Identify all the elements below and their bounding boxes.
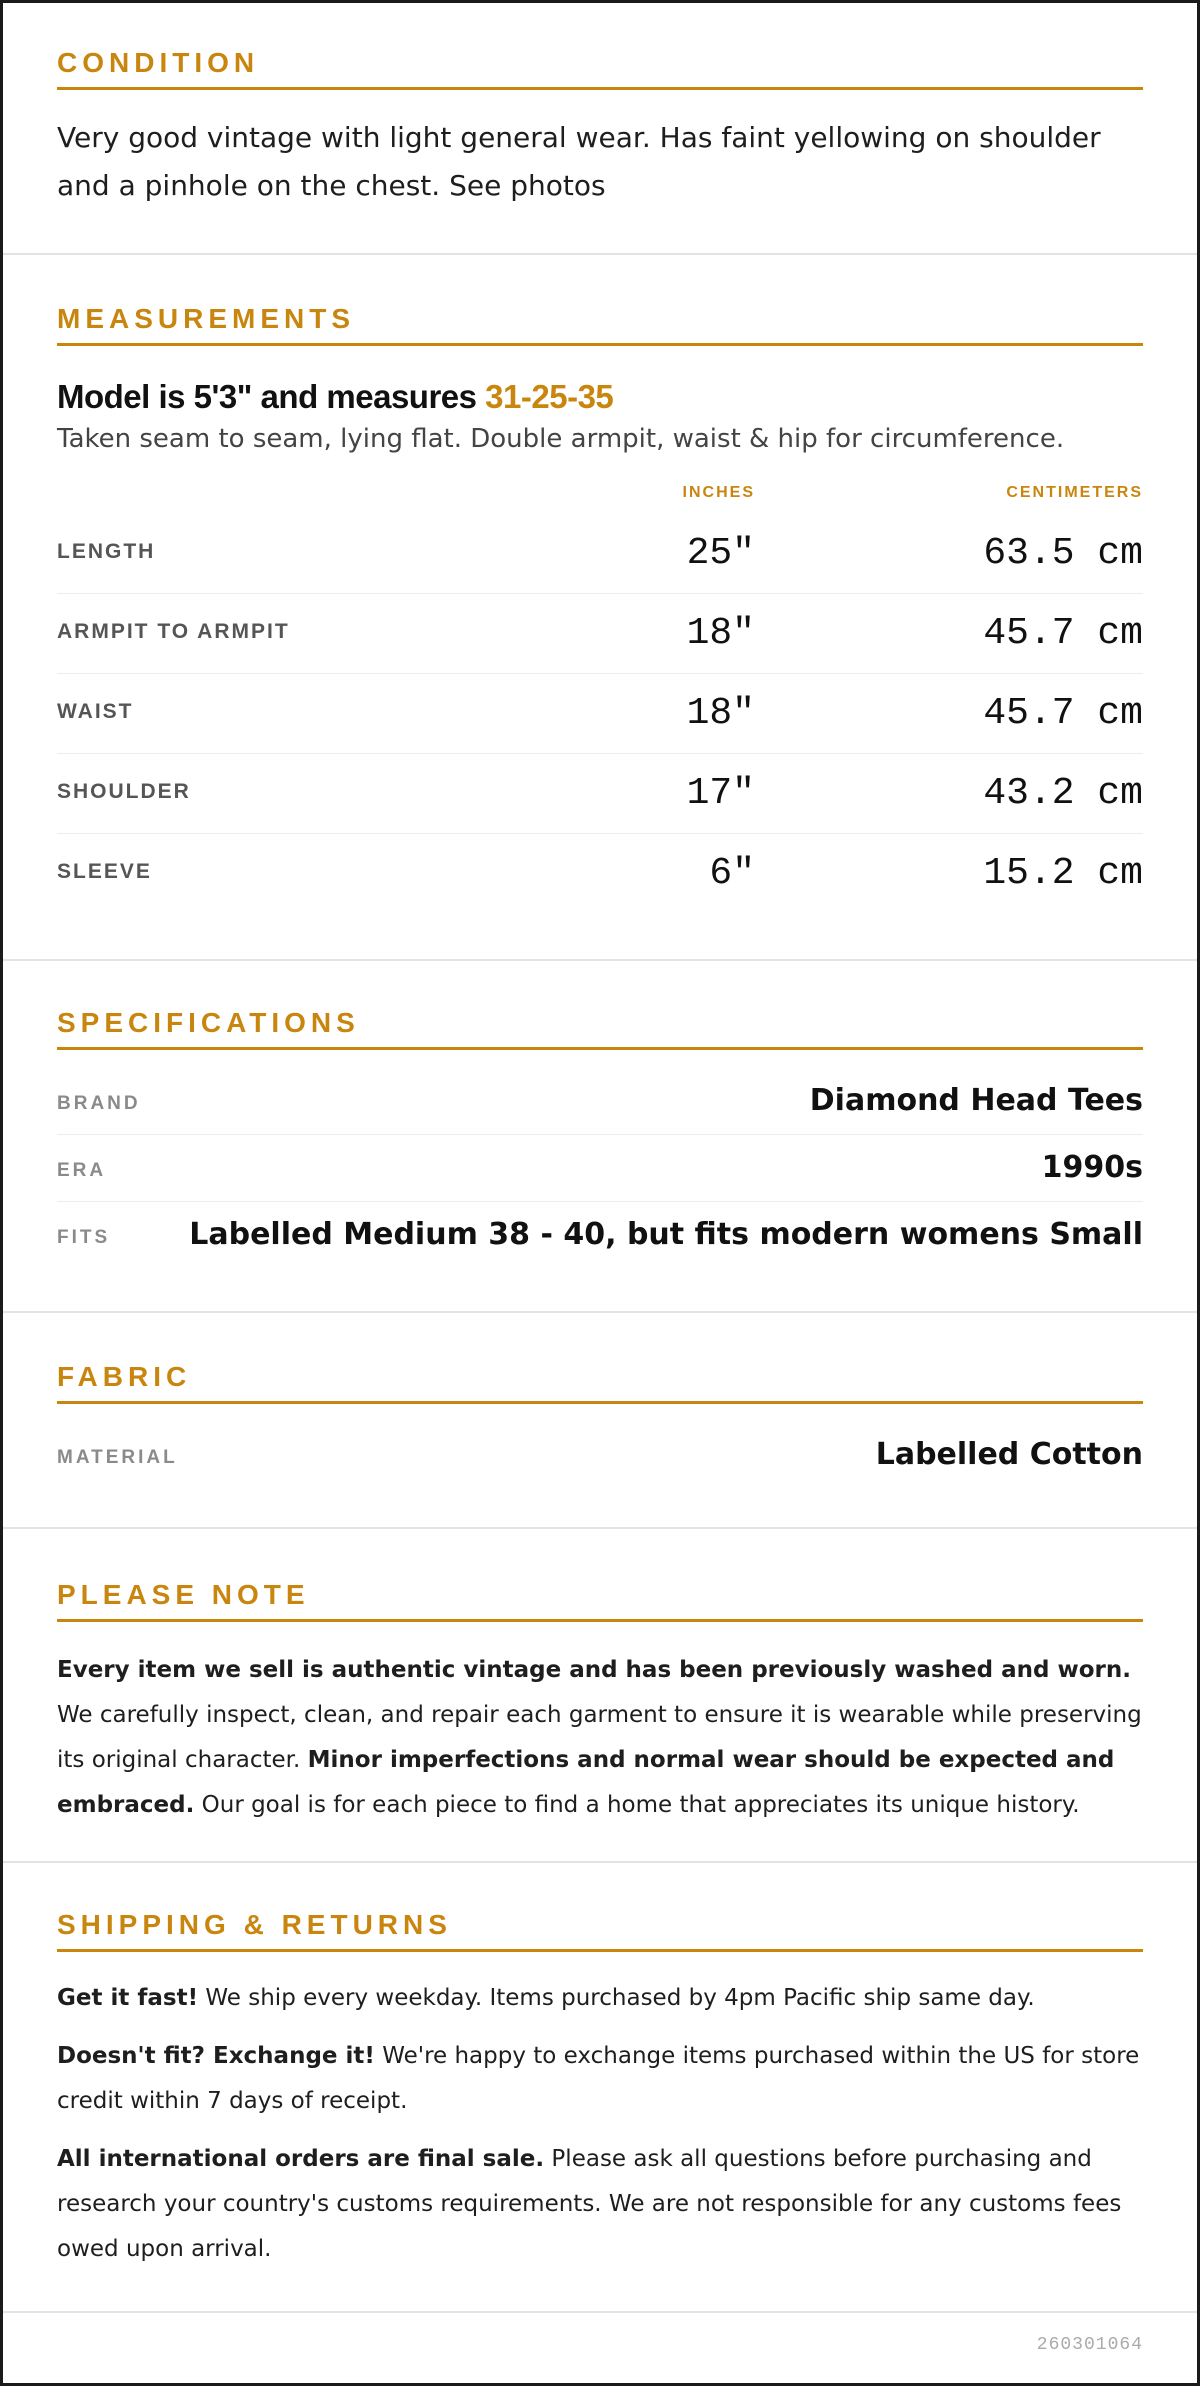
please-note-section [3,1529,1197,1863]
shipping-international-bold: All international orders are final sale. [57,2146,545,2172]
condition-title: CONDITION [57,47,1143,90]
condition-text: Very good vintage with light general wear. Has faint yellowing on shoulder and a pinhole on the chest. See photos [57,121,1101,202]
measurements-table [57,484,1143,913]
measurement-inches: 18" [686,612,755,655]
spec-value: Diamond Head Tees [809,1083,1143,1118]
shipping-exchange-text: We're happy to exchange items purchased within the US for store credit within 7 days of receipt. [57,2043,1140,2114]
model-info [57,378,1143,416]
please-note-title: PLEASE NOTE [57,1579,1143,1622]
shipping-fast-bold: Get it fast! [57,1985,199,2011]
measurement-inches: 25" [686,532,755,575]
model-info-prefix: Model is 5'3" and measures [57,378,486,415]
shipping-paragraph-fast [57,1976,1143,2021]
please-note-bold-1: Every item we sell is authentic vintage and has been previously washed and worn. [57,1657,1131,1683]
spec-row-era [57,1135,1143,1202]
measurement-row-armpit [57,594,1143,674]
footer [3,2313,1197,2373]
spec-row-brand [57,1068,1143,1135]
spec-label: BRAND [57,1093,141,1114]
spec-value: Labelled Medium 38 - 40, but fits modern womens Small [189,1217,1143,1252]
shipping-exchange-bold: Doesn't fit? Exchange it! [57,2043,375,2069]
fabric-title: FABRIC [57,1361,1143,1404]
shipping-fast-text: We ship every weekday. Items purchased by 4pm Pacific ship same day. [198,1985,1035,2011]
measurement-inches: 6" [709,852,755,895]
fabric-list [57,1422,1143,1488]
measurements-table-header [57,484,1143,514]
please-note-text-1: We carefully inspect, clean, and repair each garment to ensure it is wearable while preserving its original character. [57,1702,1142,1773]
measurement-row-length [57,514,1143,594]
measurement-label: ARMPIT TO ARMPIT [57,620,290,643]
spec-value: 1990s [1041,1150,1143,1185]
please-note-text-2: Our goal is for each piece to find a home that appreciates its unique history. [194,1792,1080,1818]
inches-column-header: INCHES [682,484,755,501]
please-note-bold-2: Minor imperfections and normal wear should be expected and embraced. [57,1747,1115,1818]
shipping-returns-section [3,1863,1197,2313]
shipping-returns-title: SHIPPING & RETURNS [57,1909,1143,1952]
measurement-note: Taken seam to seam, lying flat. Double armpit, waist & hip for circumference. [57,424,1065,454]
specifications-title: SPECIFICATIONS [57,1007,1143,1050]
measurement-cm: 43.2 cm [983,772,1143,815]
shipping-paragraph-international [57,2137,1143,2272]
measurement-row-sleeve [57,834,1143,913]
measurement-cm: 45.7 cm [983,612,1143,655]
measurement-cm: 45.7 cm [983,692,1143,735]
measurements-title: MEASUREMENTS [57,303,1143,346]
specifications-list [57,1068,1143,1268]
measurement-label: SLEEVE [57,860,152,883]
specifications-section [3,961,1197,1313]
measurement-row-waist [57,674,1143,754]
measurement-inches: 17" [686,772,755,815]
measurement-label: LENGTH [57,540,156,563]
spec-row-material [57,1422,1143,1488]
spec-value: Labelled Cotton [875,1437,1143,1472]
please-note-text [57,1648,1143,1828]
shipping-international-text: Please ask all questions before purchasing and research your country's customs requirements. We are not responsible for any customs fees owed upon arrival. [57,2146,1122,2262]
measurements-section [3,255,1197,961]
measurement-row-shoulder [57,754,1143,834]
spec-label: ERA [57,1160,107,1181]
item-id: 260301064 [1036,2335,1143,2355]
model-stats: 31-25-35 [485,378,614,415]
measurement-label: WAIST [57,700,134,723]
condition-section [3,3,1197,255]
measurement-cm: 63.5 cm [983,532,1143,575]
measurement-inches: 18" [686,692,755,735]
spec-label: FITS [57,1227,111,1248]
spec-row-fits [57,1202,1143,1268]
measurement-label: SHOULDER [57,780,191,803]
fabric-section [3,1313,1197,1529]
measurement-cm: 15.2 cm [983,852,1143,895]
shipping-paragraph-exchange [57,2034,1143,2124]
centimeters-column-header: CENTIMETERS [1006,484,1143,501]
spec-label: MATERIAL [57,1447,178,1468]
